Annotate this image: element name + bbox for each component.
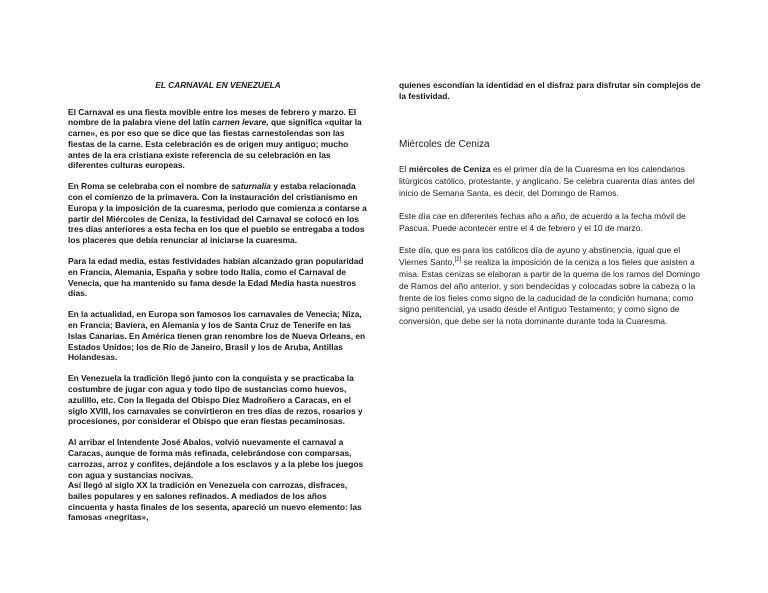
paragraph-venezuela: En Venezuela la tradición llegó junto con la conquista y se practicaba la costumbre de jugar con agua y todo tipo de sustancias como huevos, azulillo, etc. Con la llegada del Obispo Diez Madroñero a Caracas, en el siglo XVIII, los carnavales se convirtieron en tres días de rezos, rosarios y procesiones, por considerar el Obispo que eran fiestas pecaminosas.: [68, 373, 363, 427]
paragraph-rome: [68, 181, 368, 245]
left-column: [68, 80, 368, 534]
section-heading: Miércoles de Ceniza: [399, 139, 490, 151]
paragraph-abalos: Al arribar el Intendente José Abalos, volvió nuevamente el carnaval a Caracas, aunque de forma más refinada, celebrándose con comparsas, carrozas, arroz y confites, dejándole a los esclavos y a la plebe los juegos con agua y sustancias nocivas.: [68, 437, 364, 480]
right-column: [399, 80, 704, 339]
paragraph-rome-text-b: y estaba relacionada con el comienzo de la primavera. Con la instauración del cristianismo en Europa y la imposición de la cuaresma, periodo que comienza a contarse a partir del Miércoles de Ceniza, la festividad del Carnaval se colocó en los tres días anteriores a esta fecha en los que el pueblo se entregaba a todos los placeres que debía renunciar al iniciarse la cuaresma.: [68, 181, 367, 245]
saturnalia-term: saturnalia: [231, 181, 271, 192]
paragraph-ashes-text-a: Este día, que es para los católicos día de ayuno y abstinencia, igual que el Viernes Santo,: [399, 245, 681, 268]
paragraph-middle-ages: Para la edad media, estas festividades habían alcanzado gran popularidad en Francia, Alemania, España y sobre todo Italia, como el Carnaval de Venecia, que ha mantenido su fama desde la Edad Media hasta nuestros días.: [68, 256, 364, 299]
paragraph-twentieth-century: Así llegó al siglo XX la tradición en Venezuela con carrozas, disfraces, bailes populares y en salones refinados. A mediados de los años cincuenta y hasta finales de los sesenta, apareció un nuevo elemento: las famosas «negritas»,: [68, 480, 362, 523]
paragraph-ash-wednesday: [399, 164, 704, 199]
paragraph-ashes: [399, 245, 704, 328]
continuation-text: quienes escondían la identidad en el disfraz para disfrutar sin complejos de la festividad.: [399, 80, 701, 101]
paragraph-dates: Este día cae en diferentes fechas año a año, de acuerdo a la fecha móvil de Pascua. Puede acontecer entre el 4 de febrero y el 10 de marzo.: [399, 210, 686, 233]
paragraph-origin: [68, 107, 368, 171]
footnote-reference[interactable]: [2]: [454, 257, 462, 264]
paragraph-present-day: En la actualidad, en Europa son famosos los carnavales de Venecia; Niza, en Francia; Baviera, en Alemania y los de Santa Cruz de Tenerife en las Islas Canarias. En América tienen gran renombre los de Nueva Orleans, en Estados Unidos; los de Río de Janeiro, Brasil y los de Aruba, Antillas Holandesas.: [68, 309, 366, 363]
document-title: EL CARNAVAL EN VENEZUELA: [155, 80, 281, 90]
latin-term: carnen levare,: [212, 117, 269, 128]
paragraph-ashes-text-b: se realiza la imposición de la ceniza a los fieles que asisten a misa. Estas cenizas se elaboran a partir de la quema de los ramos del Domingo de Ramos del año anterior, y son bendecidas y colocadas sobre la cabeza o la frente de los fieles como signo de la caducidad de la condición humana; como signo penitencial, ya usado desde el Antiguo Testamento; y como signo de conversión, que debe ser la nota dominante durante toda la Cuaresma.: [399, 257, 700, 327]
paragraph-ash-wednesday-text-a: El: [399, 164, 409, 175]
ash-wednesday-term: miércoles de Ceniza: [408, 164, 491, 175]
paragraph-origin-text-b: que significa «quitar la carne», es por eso que se dice que las fiestas carnestolendas son las fiestas de la carne. Esta celebración es de origen muy antiguo; mucho antes de la era cristiana existe referencia de su celebración en las diferentes culturas europeas.: [68, 117, 362, 171]
paragraph-rome-text-a: En Roma se celebraba con el nombre de: [68, 181, 232, 192]
paragraph-ash-wednesday-text-b: es el primer día de la Cuaresma en los calendarios litúrgicos católico, protestante, y anglicano. Se celebra cuarenta días antes del inicio de Semana Santa, es decir, del Domingo de Ramos.: [399, 164, 695, 198]
paragraph-origin-text-a: El Carnaval es una fiesta movible entre los meses de febrero y marzo. El nombre de la palabra viene del latín: [68, 106, 357, 128]
